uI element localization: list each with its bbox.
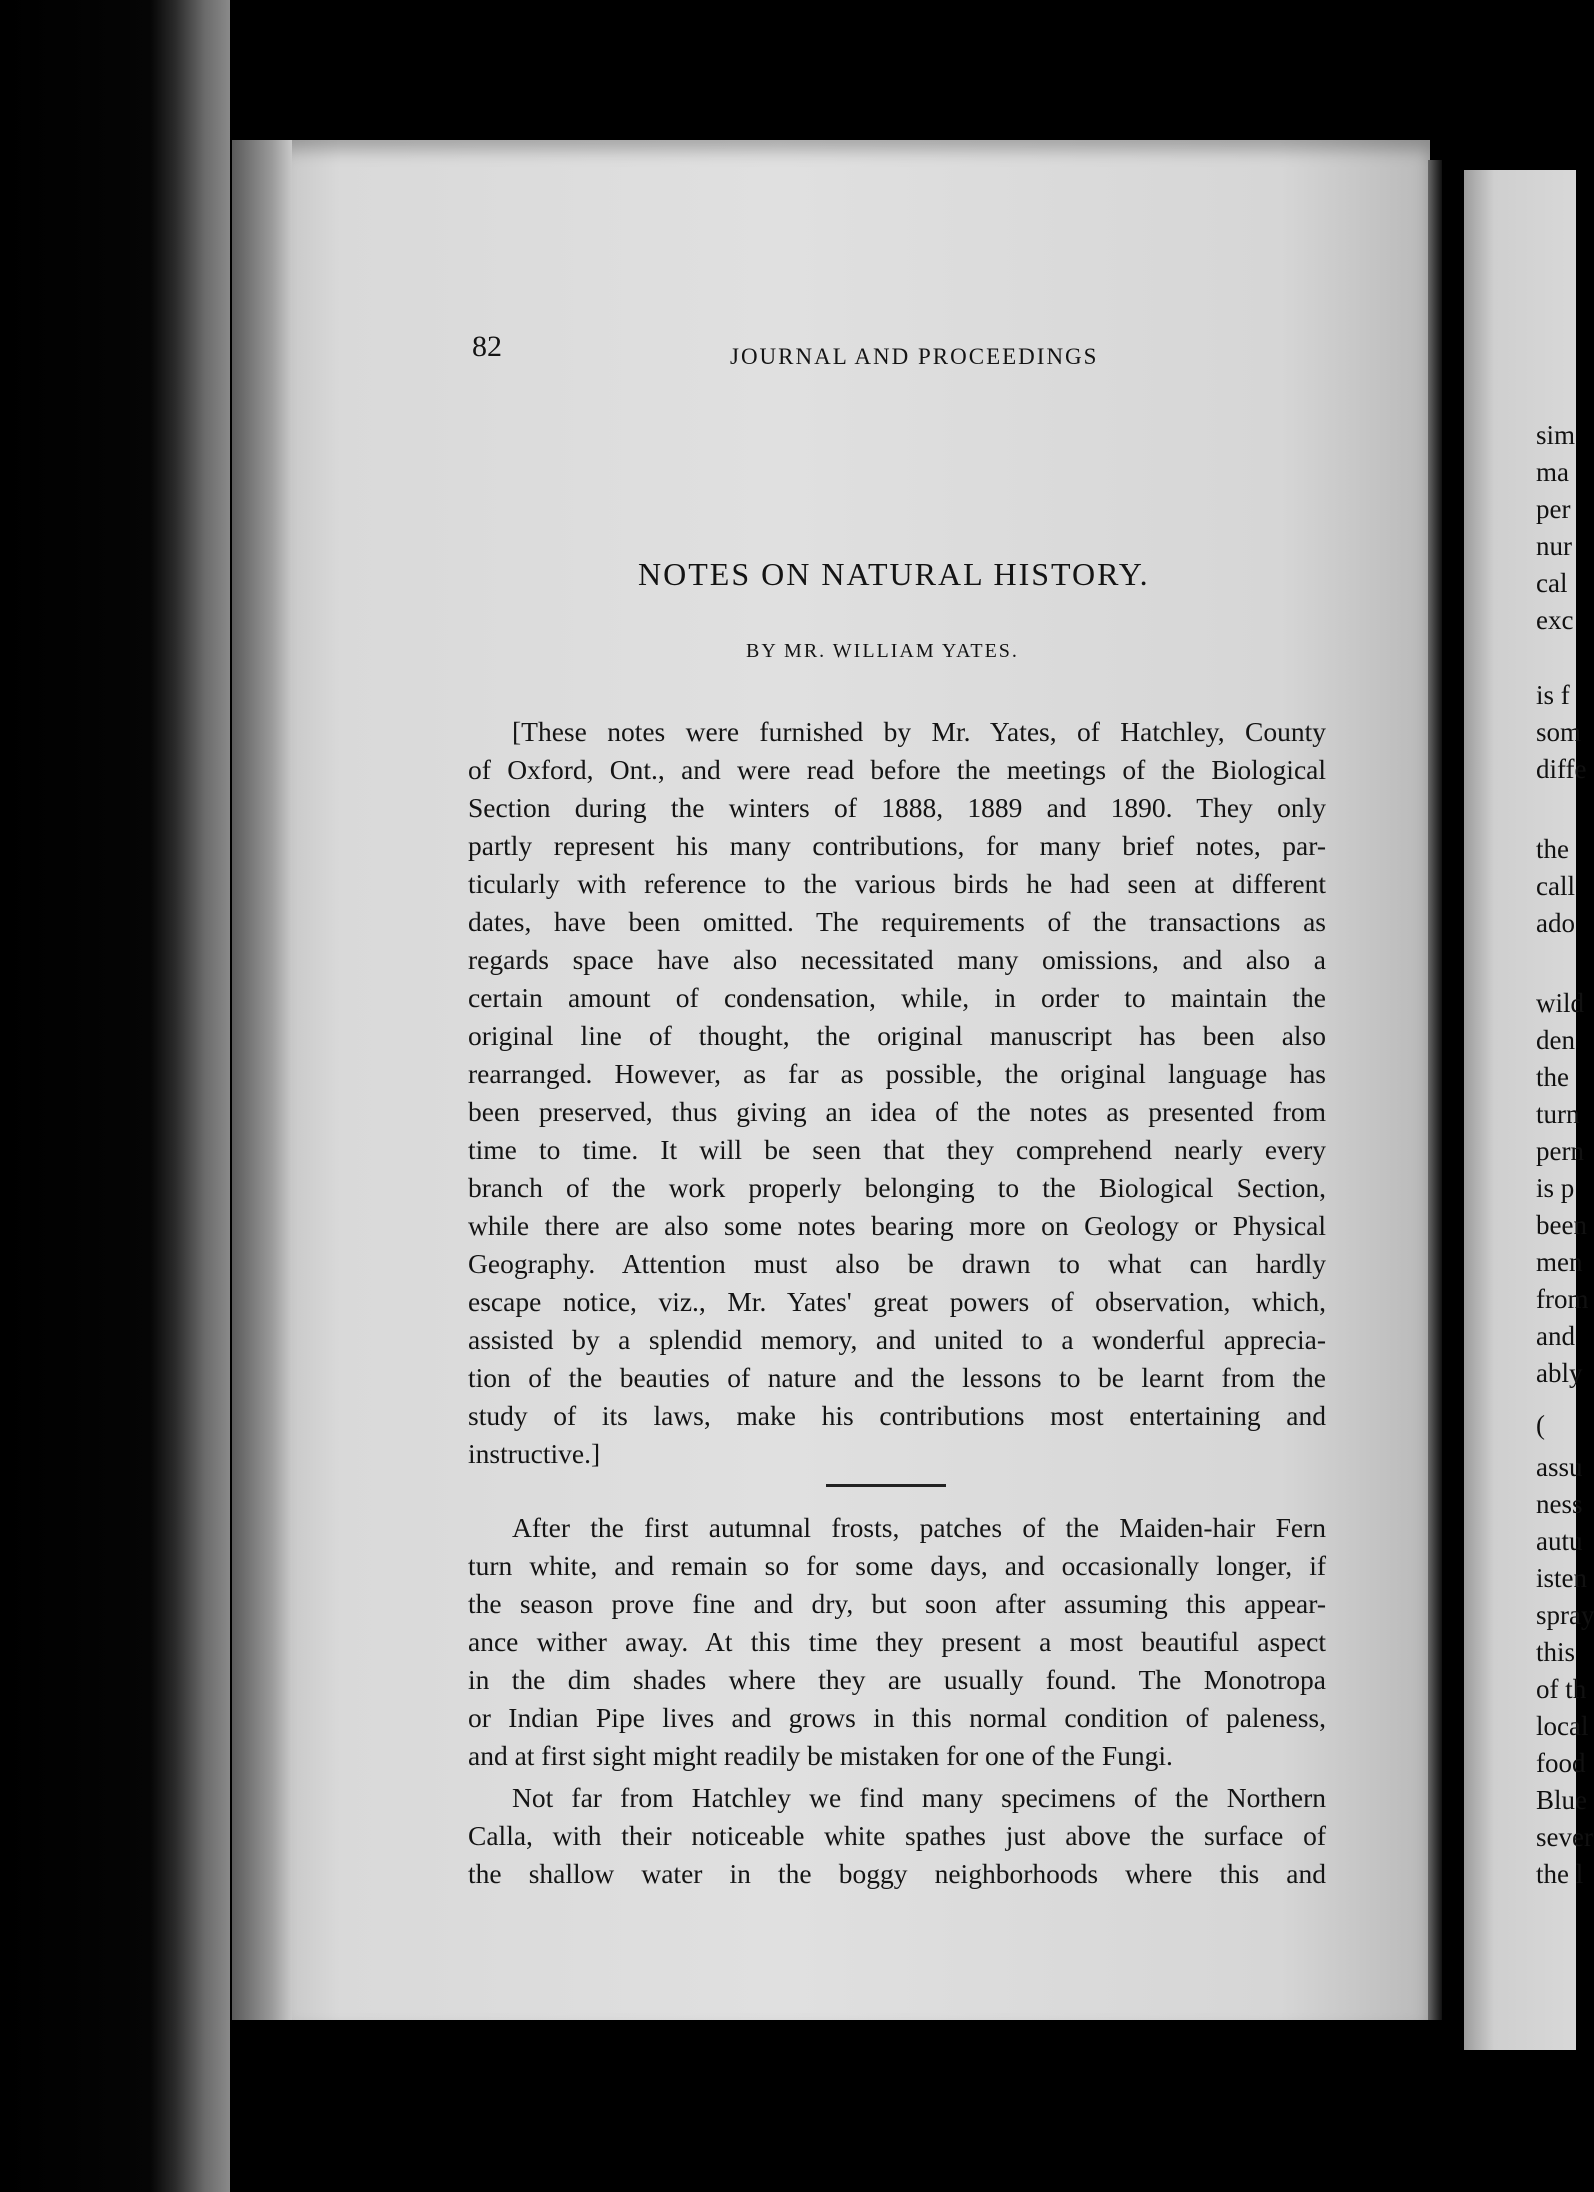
intro-line: tion of the beauties of nature and the lessons to be learnt from the [468,1362,1326,1393]
facing-line: and [1536,1321,1575,1351]
facing-line: per [1536,494,1571,524]
intro-line: original line of thought, the original manuscript has been also [468,1020,1326,1051]
facing-line: turn [1536,1099,1580,1129]
facing-line: diffe [1536,754,1587,784]
facing-line: sim [1536,420,1576,450]
body-line: turn white, and remain so for some days, and occasionally longer, if [468,1550,1326,1581]
facing-line: som [1536,717,1582,747]
body-line: the shallow water in the boggy neighborhoods where this and [468,1858,1326,1889]
byline: BY MR. WILLIAM YATES. [746,640,1019,662]
facing-line: autu [1536,1526,1583,1556]
facing-line: ably [1536,1358,1583,1388]
facing-line: nur [1536,531,1572,561]
facing-line: ado [1536,908,1575,938]
facing-line: ness [1536,1489,1583,1519]
facing-line: cal [1536,568,1568,598]
intro-line: been preserved, thus giving an idea of the notes as presented from [468,1096,1326,1127]
intro-line: Section during the winters of 1888, 1889 and 1890. They only [468,792,1326,823]
facing-line: Blue [1536,1785,1587,1815]
body-line: ance wither away. At this time they present a most beautiful aspect [468,1626,1326,1657]
facing-line: the l [1536,1859,1584,1889]
facing-line: of th [1536,1674,1587,1704]
body-line: and at first sight might readily be mistaken for one of the Fungi. [468,1740,1173,1771]
article-title: NOTES ON NATURAL HISTORY. [638,556,1150,592]
facing-line: sever [1536,1822,1593,1852]
intro-line: rearranged. However, as far as possible, the original language has [468,1058,1326,1089]
intro-line: regards space have also necessitated many omissions, and also a [468,944,1326,975]
facing-line: call [1536,871,1575,901]
intro-line: branch of the work properly belonging to the Biological Section, [468,1172,1326,1203]
facing-line: the [1536,1062,1569,1092]
facing-line: from [1536,1284,1589,1314]
intro-line: while there are also some notes bearing more on Geology or Physical [468,1210,1326,1241]
facing-line: the [1536,834,1569,864]
facing-line: ma [1536,457,1569,487]
facing-line: food [1536,1748,1586,1778]
body-line: or Indian Pipe lives and grows in this normal condition of paleness, [468,1702,1326,1733]
page-number: 82 [472,330,502,363]
facing-line: isten [1536,1563,1587,1593]
section-divider [826,1484,946,1487]
facing-line: ( [1536,1410,1545,1440]
intro-line: certain amount of condensation, while, in order to maintain the [468,982,1326,1013]
body-line: Calla, with their noticeable white spathes just above the surface of [468,1820,1326,1851]
facing-line: is f [1536,680,1570,710]
facing-line: assu [1536,1452,1583,1482]
facing-line: been [1536,1210,1587,1240]
running-head: JOURNAL AND PROCEEDINGS [730,344,1099,369]
facing-line: pern [1536,1136,1584,1166]
facing-line: exc [1536,605,1574,635]
intro-line: ticularly with reference to the various birds he had seen at different [468,868,1326,899]
body-line: the season prove fine and dry, but soon after assuming this appear- [468,1588,1326,1619]
facing-line: is p [1536,1173,1575,1203]
facing-line: spray [1536,1600,1594,1630]
body-line: Not far from Hatchley we find many specimens of the Northern [512,1782,1326,1813]
body-line: After the first autumnal frosts, patches of the Maiden-hair Fern [512,1512,1326,1543]
intro-line: assisted by a splendid memory, and united to a wonderful apprecia- [468,1324,1326,1355]
facing-line: wild [1536,988,1585,1018]
intro-line: of Oxford, Ont., and were read before the meetings of the Biological [468,754,1326,785]
intro-line: escape notice, viz., Mr. Yates' great powers of observation, which, [468,1286,1326,1317]
intro-line: Geography. Attention must also be drawn to what can hardly [468,1248,1326,1279]
body-line: in the dim shades where they are usually found. The Monotropa [468,1664,1326,1695]
intro-line: study of its laws, make his contributions most entertaining and [468,1400,1326,1431]
intro-line: partly represent his many contributions, for many brief notes, par- [468,830,1326,861]
facing-line: men [1536,1247,1583,1277]
intro-line: [These notes were furnished by Mr. Yates, of Hatchley, County [512,716,1326,747]
facing-line: this [1536,1637,1576,1667]
facing-line: den [1536,1025,1575,1055]
facing-line: local [1536,1711,1589,1741]
intro-line: instructive.] [468,1438,601,1469]
intro-line: time to time. It will be seen that they comprehend nearly every [468,1134,1326,1165]
intro-line: dates, have been omitted. The requirements of the transactions as [468,906,1326,937]
